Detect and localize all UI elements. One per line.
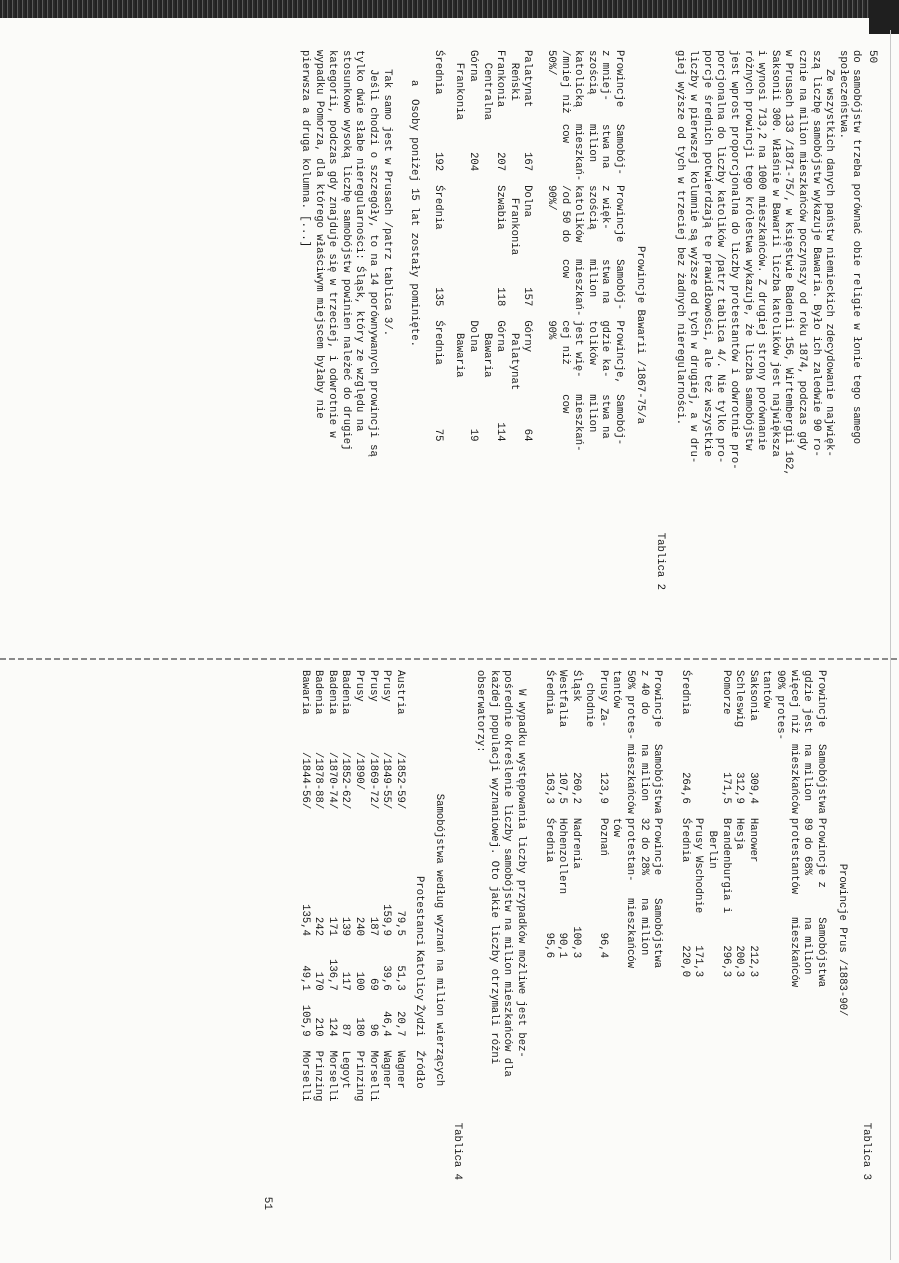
- table-cell: Bawaria: [298, 670, 311, 715]
- table-cell: Austria: [393, 670, 406, 715]
- table-header-cell: Żydzi: [413, 1004, 426, 1037]
- table-cell: /1849-55/: [380, 752, 393, 810]
- text-line: liczby w pierwszej kolumnie są wyższe od tych w drugiej, a w dru-: [687, 50, 700, 464]
- table-cell: 51,3: [393, 965, 406, 991]
- table-cell: Morselli: [366, 1050, 379, 1102]
- table-header-cell: Źródło: [413, 1050, 426, 1089]
- table-row: [430, 50, 444, 455]
- table-cell: Średnia: [678, 670, 691, 715]
- table-cell: [691, 670, 705, 744]
- table-cell: 159,9: [380, 904, 393, 936]
- table-cell: Średnia: [431, 185, 444, 230]
- table-row: [392, 670, 406, 1105]
- table-2: [430, 50, 625, 455]
- table-cell: 171,5: [719, 772, 732, 804]
- table-cell: 75: [431, 428, 444, 442]
- table-cell: Śląsk: [569, 670, 582, 702]
- table-cell: Szwabia: [494, 185, 507, 230]
- table-4-tag: Tablica 4: [450, 1122, 463, 1180]
- text-line: porcje średnich potwierdzają te prawidłowości, ale też wszystkie: [700, 50, 713, 457]
- table-cell: Poznań: [596, 817, 609, 857]
- table-header-row: [759, 670, 827, 991]
- text-line: społeczeństwa.: [836, 50, 849, 140]
- table-cell: Prinzing: [312, 1050, 325, 1102]
- table-cell: 87: [339, 1023, 352, 1037]
- table-cell: 79,5: [393, 910, 406, 936]
- table-row: [406, 670, 412, 1105]
- text-line: pierwsza a druga kolumna. [...]: [299, 50, 312, 248]
- table-cell: 117: [339, 971, 352, 991]
- table-row: [555, 670, 569, 972]
- table-header-cell: Protestanci: [413, 876, 426, 946]
- table-cell: Prusy: [353, 670, 365, 702]
- table-2-tag: Tablica 2: [654, 532, 667, 590]
- table-cell: Schleswig: [733, 670, 746, 728]
- table-2-caption: Prowincje Bawarii /1867-75/a: [634, 245, 647, 424]
- table-cell: Hesja: [733, 817, 746, 850]
- table-cell: 46,4: [380, 1011, 393, 1037]
- table-cell: Morselli: [298, 1050, 311, 1102]
- table-2-footnote: a Osoby poniżej 15 lat zostały pominięte.: [408, 80, 421, 348]
- text-line: Ze wszystkich danych państw niemieckich zdecydowanie najwięk-: [823, 50, 836, 457]
- table-cell: Hanower: [746, 817, 759, 863]
- table-4: [297, 670, 425, 1105]
- table-header-cell: Prowincje z więk- szością katolików /od 50 do 90%/: [544, 185, 625, 243]
- table-cell: /1870-74/: [325, 752, 338, 810]
- table-cell: 19: [466, 428, 479, 442]
- text-line: kategorii, podczas gdy znajduje się w trzeciej, i odwrotnie w: [326, 50, 339, 438]
- table-cell: /1844-56/: [298, 752, 311, 810]
- table-row: [704, 670, 731, 991]
- table-cell: 95,6: [542, 932, 555, 959]
- table-3-part-b: [541, 670, 663, 972]
- table-header-cell: Samobójstwa na milion mieszkańców: [624, 898, 664, 969]
- page-51: [58, 670, 878, 1210]
- spacer: [533, 50, 543, 455]
- page-number: 51: [261, 1196, 274, 1210]
- table-cell: Wagner: [380, 1050, 393, 1089]
- table-cell: Średnia: [678, 817, 691, 863]
- table-cell: Górna Bawaria: [480, 320, 507, 378]
- table-cell: Prusy: [366, 670, 379, 702]
- table-cell: 100,3: [569, 926, 582, 959]
- table-cell: 96: [366, 1023, 379, 1037]
- table-cell: Palatynat Reński: [507, 50, 534, 108]
- table-cell: Pomorze: [719, 670, 732, 715]
- table-cell: Nadrenia: [569, 817, 582, 869]
- table-row: [582, 670, 609, 972]
- table-cell: Westfalia: [556, 670, 569, 728]
- table-cell: Wagner: [393, 1050, 406, 1089]
- table-cell: 240: [353, 916, 365, 936]
- table-row: [297, 670, 311, 1105]
- table-cell: Saksonia: [746, 670, 759, 721]
- text-line: tylko dwie słabe nieregularności: Śląsk, który ze względu na: [353, 50, 366, 432]
- table-cell: 170: [312, 971, 325, 991]
- table-cell: Górna Frankonia: [453, 50, 479, 120]
- table-cell: Morselli: [325, 1050, 338, 1102]
- table-header-cell: [412, 752, 426, 876]
- table-cell: Frankonia Centralna: [480, 50, 507, 120]
- text-line: porcjonalna do liczby katolików /patrz tablica 4/. Nie tylko pro-: [714, 50, 727, 464]
- text-line: i wynosi 713,2 na 1000 mieszkańców. Z drugiej strony porównanie: [755, 50, 768, 451]
- table-cell: Legoyt: [339, 1050, 352, 1089]
- table-row: [338, 670, 352, 1105]
- table-cell: Prinzing: [353, 1050, 365, 1102]
- text-line: cznie na milion mieszkańców poczynszy od roku 1874, podczas gdy: [796, 50, 809, 451]
- table-header-cell: Samobójstwa na milion mieszkańców: [787, 917, 827, 988]
- body-text: [473, 670, 527, 1210]
- scan-corner: [869, 0, 899, 34]
- table-cell: 212,3: [746, 945, 759, 978]
- table-cell: 139: [339, 916, 352, 936]
- table-cell: Hohenzollern: [556, 817, 569, 895]
- table-cell: 204: [466, 152, 479, 172]
- table-cell: 167: [521, 152, 534, 172]
- table-cell: Badenia: [312, 670, 325, 715]
- table-cell: Prusy Za- chodnie: [583, 670, 609, 728]
- table-cell: /1878-88/: [312, 752, 325, 810]
- text-line: każdej populacji wyznaniowej. Oto jakie liczby otrzymali różni: [487, 670, 500, 1065]
- text-line: Saksonii 300. Właśnie w Bawarii liczba katolików jest największa: [768, 50, 781, 457]
- table-cell: 39,6: [380, 965, 393, 991]
- table-header-cell: Katolicy: [413, 949, 426, 1001]
- table-cell: 118: [494, 287, 507, 307]
- text-line: jest wprost proporcjonalna do liczby protestantów i odwrotnie pro-: [728, 50, 741, 470]
- table-header-cell: Samobój- stwa na milion mieszkań- cow: [558, 259, 625, 317]
- text-line: różnych prowincji tego królestwa wykazuje, że liczba samobójstw: [741, 50, 754, 451]
- text-line: giej wyższe od tych w trzeciej bez żadnych nieregularności.: [673, 50, 686, 426]
- table-cell: 210: [312, 1017, 325, 1037]
- table-3-tag: Tablica 3: [860, 1122, 872, 1180]
- table-header-cell: [412, 670, 426, 752]
- table-cell: Górny Palatynat: [507, 320, 534, 391]
- table-cell: Badenia: [339, 670, 352, 715]
- table-cell: 260,2: [569, 772, 582, 804]
- table-row: [351, 670, 365, 1105]
- table-cell: 49,1: [298, 965, 311, 991]
- scan-border: [0, 0, 899, 18]
- table-cell: /1890/: [353, 752, 365, 791]
- table-cell: 207: [494, 152, 507, 172]
- text-line: do samobójstw trzeba porównać obie religie w łonie tego samego: [850, 50, 863, 445]
- table-cell: 220,0: [678, 945, 691, 978]
- table-cell: 124: [325, 1017, 338, 1037]
- page-50: [58, 50, 878, 620]
- table-row: [541, 670, 555, 972]
- table-cell: 64: [521, 428, 534, 442]
- table-header-cell: Samobój- stwa na milion mieszkań- cow: [558, 394, 625, 452]
- table-cell: 69: [366, 978, 379, 991]
- table-cell: 242: [312, 916, 325, 936]
- table-cell: Prusy: [380, 670, 393, 702]
- table-cell: 114: [494, 422, 507, 442]
- table-cell: 123,9: [596, 772, 609, 804]
- table-row: [677, 670, 691, 991]
- table-cell: 20,7: [393, 1011, 406, 1037]
- table-cell: 135: [431, 287, 444, 307]
- table-row: [379, 670, 393, 1105]
- text-line: W wypadku występowania liczby przypadków możliwe jest bez-: [514, 670, 527, 1058]
- table-cell: 157: [521, 287, 534, 307]
- table-cell: 100: [353, 971, 365, 991]
- table-row: [745, 670, 759, 991]
- table-header-cell: Samobójstwa na milion mieszkańców: [624, 743, 664, 814]
- table-header-row: [412, 670, 426, 1105]
- table-header-cell: Prowincje gdzie jest więcej niż 90% protes- tantów: [760, 670, 827, 740]
- table-cell: [452, 259, 479, 320]
- table-cell: Brandenburgia i Berlin: [706, 817, 732, 914]
- text-line: szą liczbę samobójstw wykazuje Bawaria. Było ich zaledwie 90 ro-: [809, 50, 822, 457]
- table-cell: Średnia: [542, 817, 555, 863]
- table-cell: Średnia: [542, 670, 555, 715]
- table-cell: 171,3: [692, 945, 705, 978]
- table-cell: 163,3: [542, 772, 555, 804]
- table-row: [732, 670, 746, 991]
- rotated-spread: [58, 50, 878, 1210]
- table-cell: 180: [353, 1017, 365, 1037]
- table-cell: 135,4: [298, 904, 311, 936]
- text-line: w Prusach 133 /1871-75/, w księstwie Badenii 156, Wirtembergii 162,: [782, 50, 795, 476]
- table-cell: [452, 185, 479, 259]
- table-header-cell: Samobójstwa na milion mieszkańców: [787, 743, 827, 814]
- table-row: [506, 50, 533, 455]
- table-cell: Średnia: [431, 50, 444, 95]
- table-row: [533, 50, 543, 455]
- table-3-part-a: [677, 670, 827, 991]
- body-text-bottom: [297, 50, 392, 620]
- text-line: Jeśli chodzi o szczegóły, to na 14 porównywanych prowincji są: [367, 50, 379, 457]
- table-cell: /1852-62/: [339, 752, 352, 810]
- table-row: [311, 670, 325, 1105]
- table-cell: 296,3: [719, 945, 732, 978]
- table-cell: Badenia: [325, 670, 338, 715]
- table-row: [479, 50, 506, 455]
- body-text-top: [672, 50, 862, 620]
- table-header-cell: Prowincje z 89 do 68% protestantów: [787, 817, 827, 895]
- table-row: [691, 670, 705, 991]
- table-header-cell: Prowincje z mniej- szością katolicką /mniej niż 50%/: [544, 50, 625, 114]
- table-header-cell: Samobój- stwa na milion mieszkań- cow: [558, 123, 625, 182]
- table-header-cell: Prowincje z 40 do 50% protes- tantów: [610, 670, 664, 740]
- text-line: Tak samo jest w Prusach /patrz tablica 3/.: [380, 50, 393, 337]
- spacer: [444, 50, 452, 455]
- table-cell: 200,3: [733, 945, 746, 978]
- table-row: [444, 50, 452, 455]
- table-cell: 136,7: [325, 959, 338, 991]
- table-cell: /1869-72/: [366, 752, 379, 810]
- text-line: wypadku Pomorza, dla którego właściwym miejscem byłaby nie: [312, 50, 325, 419]
- table-cell: [691, 744, 705, 818]
- table-3-caption: Prowincje Prus /1883-90/: [836, 863, 849, 1017]
- table-cell: 107,5: [556, 772, 569, 804]
- table-4-caption: Samobójstwa według wyznań na milion wierzących: [432, 793, 445, 1087]
- table-header-row: [543, 50, 625, 455]
- table-cell: 187: [366, 916, 379, 936]
- table-cell: 96,4: [596, 932, 609, 959]
- table-cell: Dolna Bawaria: [453, 320, 479, 378]
- table-header-row: [609, 670, 663, 972]
- text-line: stosunkowo wysoką liczbę samobójstw powinien należeć do drugiej: [339, 50, 352, 451]
- table-cell: /1852-59/: [393, 752, 406, 810]
- table-cell: 312,9: [733, 772, 746, 804]
- page-edge: [890, 30, 891, 1260]
- table-cell: 90,1: [556, 932, 569, 959]
- table-row: [365, 670, 379, 1105]
- spacer: [406, 670, 412, 1105]
- table-row: [452, 50, 479, 455]
- table-cell: 171: [325, 916, 338, 936]
- table-cell: 105,9: [298, 1004, 311, 1037]
- text-line: pośrednie określenie liczby samobójstw na milion mieszkańców dla: [501, 670, 514, 1077]
- table-header-cell: Prowincje, gdzie ka- tolików jest wię- cej niż 90%: [544, 320, 625, 384]
- table-cell: 309,4: [746, 772, 759, 804]
- text-line: obserwatorzy:: [474, 670, 487, 753]
- table-row: [568, 670, 582, 972]
- table-cell: Średnia: [431, 320, 444, 365]
- table-cell: 264,6: [678, 772, 691, 804]
- table-row: [324, 670, 338, 1105]
- page-number: 50: [866, 50, 878, 64]
- table-cell: 192: [431, 152, 444, 172]
- table-cell: Prusy Wschodnie: [692, 817, 705, 914]
- table-cell: Dolna Frankonia: [507, 185, 534, 256]
- table-header-cell: Prowincje 32 do 28% protestan- tów: [610, 817, 664, 882]
